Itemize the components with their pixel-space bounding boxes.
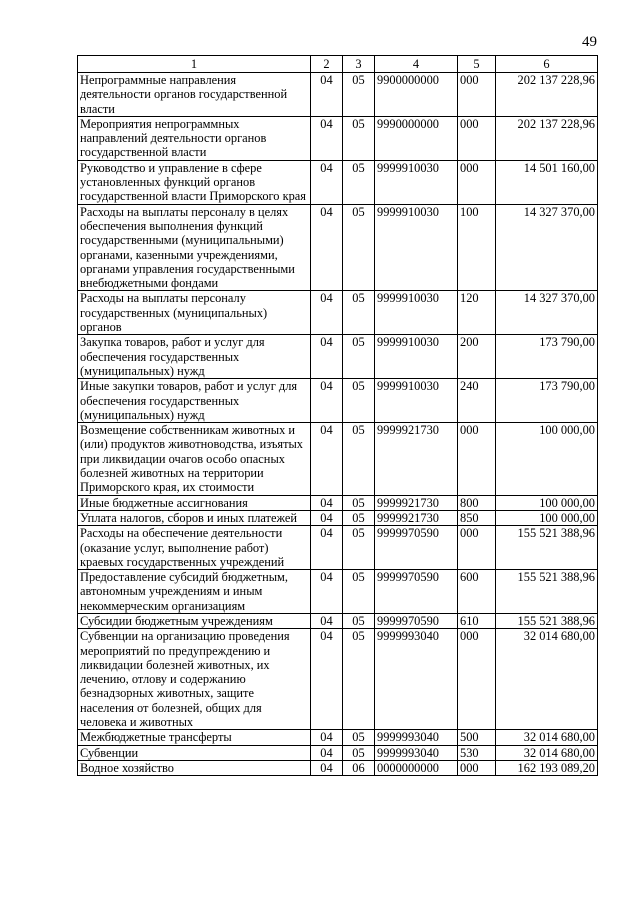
subsection-code-cell: 05 xyxy=(343,73,375,117)
section-code-cell: 04 xyxy=(311,291,343,335)
row-name-cell: Закупка товаров, работ и услуг для обеспечения государственных (муниципальных) нужд xyxy=(78,335,311,379)
expense-type-cell: 000 xyxy=(458,73,496,117)
subsection-code-cell: 06 xyxy=(343,760,375,775)
amount-cell: 14 327 370,00 xyxy=(496,204,598,291)
amount-cell: 100 000,00 xyxy=(496,423,598,495)
subsection-code-cell: 05 xyxy=(343,335,375,379)
target-article-cell: 9999993040 xyxy=(375,730,458,745)
row-name-cell: Непрограммные направления деятельности органов государственной власти xyxy=(78,73,311,117)
row-name-cell: Водное хозяйство xyxy=(78,760,311,775)
table-row xyxy=(78,730,598,745)
amount-cell: 32 014 680,00 xyxy=(496,730,598,745)
expense-type-cell: 120 xyxy=(458,291,496,335)
subsection-code-cell: 05 xyxy=(343,570,375,614)
subsection-code-cell: 05 xyxy=(343,613,375,628)
target-article-cell: 9999910030 xyxy=(375,160,458,204)
header-cell: 6 xyxy=(496,56,598,73)
amount-cell: 202 137 228,96 xyxy=(496,73,598,117)
expense-type-cell: 000 xyxy=(458,423,496,495)
table-row xyxy=(78,495,598,510)
subsection-code-cell: 05 xyxy=(343,730,375,745)
table-row xyxy=(78,160,598,204)
target-article-cell: 9999921730 xyxy=(375,495,458,510)
expense-type-cell: 850 xyxy=(458,510,496,525)
section-code-cell: 04 xyxy=(311,423,343,495)
section-code-cell: 04 xyxy=(311,73,343,117)
amount-cell: 173 790,00 xyxy=(496,335,598,379)
table-row xyxy=(78,116,598,160)
amount-cell: 14 327 370,00 xyxy=(496,291,598,335)
table-row xyxy=(78,526,598,570)
amount-cell: 32 014 680,00 xyxy=(496,745,598,760)
header-row xyxy=(78,56,598,73)
row-name-cell: Иные закупки товаров, работ и услуг для обеспечения государственных (муниципальных) нужд xyxy=(78,379,311,423)
row-name-cell: Межбюджетные трансферты xyxy=(78,730,311,745)
expense-type-cell: 000 xyxy=(458,526,496,570)
row-name-cell: Возмещение собственникам животных и (или) продуктов животноводства, изъятых при ликвидации очагов особо опасных болезней животных на территории Приморского края, их стоимости xyxy=(78,423,311,495)
amount-cell: 202 137 228,96 xyxy=(496,116,598,160)
section-code-cell: 04 xyxy=(311,116,343,160)
row-name-cell: Субвенции на организацию проведения мероприятий по предупреждению и ликвидации болезней животных, их лечению, отлову и содержанию безнадзорных животных, защите населения от болезней, общих для человека и животных xyxy=(78,629,311,730)
page-number: 49 xyxy=(582,34,597,50)
target-article-cell: 9999970590 xyxy=(375,526,458,570)
target-article-cell: 9999993040 xyxy=(375,629,458,730)
amount-cell: 100 000,00 xyxy=(496,510,598,525)
target-article-cell: 9999910030 xyxy=(375,291,458,335)
table-row xyxy=(78,613,598,628)
section-code-cell: 04 xyxy=(311,204,343,291)
subsection-code-cell: 05 xyxy=(343,510,375,525)
target-article-cell: 9999970590 xyxy=(375,613,458,628)
expense-type-cell: 600 xyxy=(458,570,496,614)
section-code-cell: 04 xyxy=(311,379,343,423)
expense-type-cell: 000 xyxy=(458,629,496,730)
budget-table xyxy=(77,55,598,776)
row-name-cell: Субсидии бюджетным учреждениям xyxy=(78,613,311,628)
amount-cell: 173 790,00 xyxy=(496,379,598,423)
section-code-cell: 04 xyxy=(311,629,343,730)
subsection-code-cell: 05 xyxy=(343,116,375,160)
row-name-cell: Руководство и управление в сфере установленных функций органов государственной власти Приморского края xyxy=(78,160,311,204)
header-cell: 4 xyxy=(375,56,458,73)
section-code-cell: 04 xyxy=(311,570,343,614)
table-row xyxy=(78,510,598,525)
section-code-cell: 04 xyxy=(311,613,343,628)
row-name-cell: Расходы на выплаты персоналу государственных (муниципальных) органов xyxy=(78,291,311,335)
table-row xyxy=(78,570,598,614)
target-article-cell: 9999970590 xyxy=(375,570,458,614)
header-cell: 2 xyxy=(311,56,343,73)
table-row xyxy=(78,291,598,335)
amount-cell: 100 000,00 xyxy=(496,495,598,510)
table-row xyxy=(78,379,598,423)
target-article-cell: 9999993040 xyxy=(375,745,458,760)
section-code-cell: 04 xyxy=(311,745,343,760)
expense-type-cell: 000 xyxy=(458,116,496,160)
target-article-cell: 9999921730 xyxy=(375,423,458,495)
row-name-cell: Мероприятия непрограммных направлений деятельности органов государственной власти xyxy=(78,116,311,160)
table-row xyxy=(78,335,598,379)
target-article-cell: 9999910030 xyxy=(375,379,458,423)
section-code-cell: 04 xyxy=(311,160,343,204)
expense-type-cell: 000 xyxy=(458,760,496,775)
section-code-cell: 04 xyxy=(311,526,343,570)
amount-cell: 14 501 160,00 xyxy=(496,160,598,204)
expense-type-cell: 000 xyxy=(458,160,496,204)
target-article-cell: 9990000000 xyxy=(375,116,458,160)
table-body xyxy=(78,73,598,776)
expense-type-cell: 800 xyxy=(458,495,496,510)
subsection-code-cell: 05 xyxy=(343,291,375,335)
subsection-code-cell: 05 xyxy=(343,495,375,510)
expense-type-cell: 100 xyxy=(458,204,496,291)
section-code-cell: 04 xyxy=(311,335,343,379)
amount-cell: 155 521 388,96 xyxy=(496,570,598,614)
table-row xyxy=(78,760,598,775)
amount-cell: 32 014 680,00 xyxy=(496,629,598,730)
row-name-cell: Расходы на выплаты персоналу в целях обеспечения выполнения функций государственными (муниципальными) органами, казенными учреждениями, органами управления государственными внебюджетными фондами xyxy=(78,204,311,291)
expense-type-cell: 240 xyxy=(458,379,496,423)
subsection-code-cell: 05 xyxy=(343,204,375,291)
table-row xyxy=(78,745,598,760)
amount-cell: 162 193 089,20 xyxy=(496,760,598,775)
row-name-cell: Субвенции xyxy=(78,745,311,760)
section-code-cell: 04 xyxy=(311,495,343,510)
subsection-code-cell: 05 xyxy=(343,526,375,570)
target-article-cell: 9900000000 xyxy=(375,73,458,117)
expense-type-cell: 610 xyxy=(458,613,496,628)
table-row xyxy=(78,629,598,730)
row-name-cell: Иные бюджетные ассигнования xyxy=(78,495,311,510)
table-row xyxy=(78,73,598,117)
subsection-code-cell: 05 xyxy=(343,160,375,204)
expense-type-cell: 200 xyxy=(458,335,496,379)
header-cell: 1 xyxy=(78,56,311,73)
subsection-code-cell: 05 xyxy=(343,745,375,760)
table-row xyxy=(78,423,598,495)
section-code-cell: 04 xyxy=(311,510,343,525)
expense-type-cell: 530 xyxy=(458,745,496,760)
subsection-code-cell: 05 xyxy=(343,379,375,423)
target-article-cell: 9999921730 xyxy=(375,510,458,525)
subsection-code-cell: 05 xyxy=(343,629,375,730)
target-article-cell: 0000000000 xyxy=(375,760,458,775)
row-name-cell: Предоставление субсидий бюджетным, автономным учреждениям и иным некоммерческим организациям xyxy=(78,570,311,614)
subsection-code-cell: 05 xyxy=(343,423,375,495)
row-name-cell: Расходы на обеспечение деятельности (оказание услуг, выполнение работ) краевых государственных учреждений xyxy=(78,526,311,570)
header-cell: 5 xyxy=(458,56,496,73)
table-row xyxy=(78,204,598,291)
row-name-cell: Уплата налогов, сборов и иных платежей xyxy=(78,510,311,525)
expense-type-cell: 500 xyxy=(458,730,496,745)
amount-cell: 155 521 388,96 xyxy=(496,613,598,628)
amount-cell: 155 521 388,96 xyxy=(496,526,598,570)
header-cell: 3 xyxy=(343,56,375,73)
target-article-cell: 9999910030 xyxy=(375,335,458,379)
section-code-cell: 04 xyxy=(311,760,343,775)
target-article-cell: 9999910030 xyxy=(375,204,458,291)
section-code-cell: 04 xyxy=(311,730,343,745)
